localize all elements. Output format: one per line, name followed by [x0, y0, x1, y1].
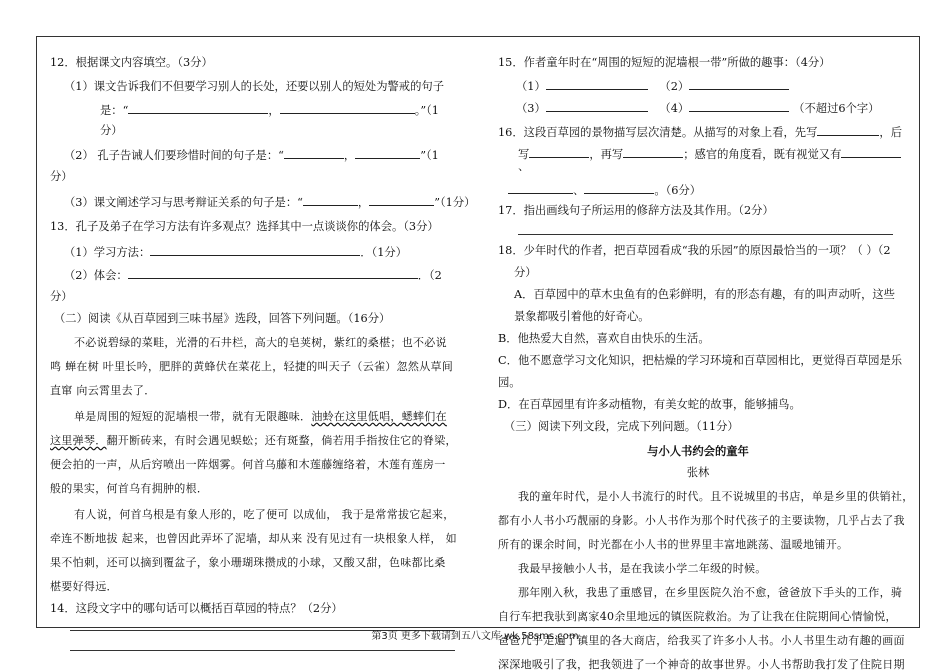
blank[interactable] [689, 78, 789, 90]
blank[interactable] [817, 124, 879, 136]
q15-title: 15．作者童年时在“周围的短短的泥墙根一带”所做的趣事：（4分） [498, 56, 831, 69]
blank[interactable] [303, 194, 358, 206]
blank[interactable] [529, 146, 589, 158]
blank[interactable] [280, 102, 415, 114]
q16-line2b: 、 [518, 160, 530, 173]
q18-option-c-cont: 园。 [498, 376, 521, 389]
q12-s2: （2） 孔子告诫人们要珍惜时间的句子是：“ ， ”（1 [64, 149, 439, 162]
blank[interactable] [284, 147, 344, 159]
q18-option-a-cont: 景象都吸引着他的好奇心。 [514, 310, 650, 323]
q12-title: 12．根据课文内容填空。（3分） [50, 56, 213, 69]
passage-line: 椹要好得远． [50, 580, 118, 593]
q16-line1: 16．这段百草园的景物描写层次清楚。从描写的对象上看，先写 ，后 [498, 126, 903, 139]
blank[interactable] [355, 147, 420, 159]
blank[interactable] [546, 100, 648, 112]
q15-line1: （1） （2） [516, 78, 789, 94]
q12-s2-cont: 分） [50, 170, 73, 183]
passage-line: 直窜 向云霄里去了． [50, 384, 156, 397]
q18-option-a: A．百草园中的草木虫鱼有的色彩鲜明，有的形态有趣，有的叫声动听，这些 [514, 288, 895, 301]
q18-option-b: B．他热爱大自然，喜欢自由快乐的生活。 [498, 332, 710, 345]
passage-line: 牵连不断地拔 起来，也曾因此弄坏了泥墙，却从来 没有见过有一块根象人样， 如 [50, 532, 457, 545]
answer-line[interactable] [70, 650, 455, 651]
passage-line: 单是周围的短短的泥墙根一带，就有无限趣味．油蛉在这里低唱，蟋蟀们在 [74, 410, 447, 423]
q13-s2: （2）体会： ．（2 [64, 269, 442, 282]
q18-option-d: D．在百草园里有许多动植物，有美女蛇的故事，能够捕鸟。 [498, 398, 801, 411]
passage-line: 有人说，何首乌根是有象人形的，吃了便可 以成仙， 我于是常常拔它起来， [74, 508, 455, 521]
q18-option-c: C．他不愿意学习文化知识，把枯燥的学习环境和百草园相比，更觉得百草园是乐 [498, 354, 903, 367]
article-line: 那年刚入秋，我患了重感冒，在乡里医院久治不愈，爸爸放下手头的工作，骑 [518, 586, 903, 599]
article-line: 深深地吸引了我，把我领进了一个神奇的故事世界。小人书帮助我打发了住院日期 [498, 658, 905, 671]
blank[interactable] [689, 100, 789, 112]
q12-s1-line3: 分） [100, 124, 123, 137]
underlined-sentence: 这里弹琴． [50, 434, 107, 447]
article-author: 张林 [686, 466, 710, 479]
article-title: 与小人书约会的童年 [647, 444, 749, 458]
blank[interactable] [841, 146, 901, 158]
page-footer: 第3页 更多下载请到五八文库 wk.58sms.com [371, 631, 579, 642]
article-line: 所有的课余时间，时光都在小人书的世界里丰富地跳荡、温暖地铺开。 [498, 538, 849, 551]
passage-line: 果不怕刺，还可以摘到覆盆子，象小珊瑚珠攒成的小球，又酸又甜，色味都比桑 [50, 556, 446, 569]
article-line: 爸爸几乎走遍了镇里的各大商店，给我买了许多小人书。小人书里生动有趣的画面 [498, 634, 905, 647]
q13-title: 13．孔子及弟子在学习方法有许多观点？选择其中一点谈谈你的体会。（3分） [50, 220, 439, 233]
q16-line3: 、 。（6分） [508, 182, 701, 198]
article-line: 自行车把我驮到离家40余里地远的镇医院救治。为了让我在住院期间心情愉悦， [498, 610, 897, 623]
underlined-sentence: 油蛉在这里低唱，蟋蟀们在 [311, 410, 447, 423]
section2-title: （二）阅读《从百草园到三味书屋》选段，回答下列问题。（16分） [54, 312, 391, 325]
q18-title: 18．少年时代的作者，把百草园看成“我的乐园”的原因最恰当的一项？（ ）（2 [498, 244, 891, 257]
blank[interactable] [546, 78, 648, 90]
passage-line: 不必说碧绿的菜畦，光滑的石井栏，高大的皂荚树，紫红的桑椹；也不必说 [74, 336, 447, 349]
blank[interactable] [150, 244, 360, 256]
passage-line: 般的果实，何首乌有拥肿的根． [50, 482, 209, 495]
blank[interactable] [623, 146, 683, 158]
article-line: 都有小人书小巧靓丽的身影。小人书作为那个时代孩子的主要读物，几乎占去了我 [498, 514, 905, 527]
q15-line2: （3） （4） （不超过6个字） [516, 102, 880, 115]
passage-line: 便会拍的一声，从后窍喷出一阵烟雾。何首乌藤和木莲藤缠络着，木莲有莲房一 [50, 458, 446, 471]
section3-title: （三）阅读下列文段，完成下列问题。（11分） [504, 420, 739, 433]
article-line: 我最早接触小人书，是在我读小学二年级的时候。 [518, 562, 767, 575]
q14-title: 14．这段文字中的哪句话可以概括百草园的特点？（2分） [50, 602, 343, 615]
blank[interactable] [369, 194, 434, 206]
q12-s1-line2: 是：“ ， 。”（1 [100, 104, 439, 117]
q16-line2: 写 ，再写 ；感官的角度看，既有视觉又有 [518, 146, 901, 162]
answer-line[interactable] [518, 234, 893, 235]
article-line: 我的童年时代，是小人书流行的时代。且不说城里的书店，单是乡里的供销社， [518, 490, 914, 503]
blank[interactable] [128, 267, 418, 279]
q13-s1: （1）学习方法： ．（1分） [64, 246, 408, 259]
q13-s2-cont: 分） [50, 290, 73, 303]
passage-line: 这里弹琴．翻开断砖来，有时会遇见蜈蚣；还有斑蝥，倘若用手指按住它的脊梁， [50, 434, 457, 447]
q12-s3: （3）课文阐述学习与思考辩证关系的句子是：“ ， ”（1分） [64, 196, 476, 209]
blank[interactable] [584, 182, 654, 194]
q17-title: 17．指出画线句子所运用的修辞方法及其作用。（2分） [498, 204, 774, 217]
q18-title-cont: 分） [514, 266, 537, 279]
passage-line: 鸣 蝉在树 叶里长吟，肥胖的黄蜂伏在菜花上，轻捷的叫天子（云雀）忽然从草间 [50, 360, 454, 373]
blank[interactable] [128, 102, 268, 114]
q12-s1-line1: （1）课文告诉我们不但要学习别人的长处，还要以别人的短处为警戒的句子 [64, 80, 444, 93]
blank[interactable] [508, 182, 573, 194]
